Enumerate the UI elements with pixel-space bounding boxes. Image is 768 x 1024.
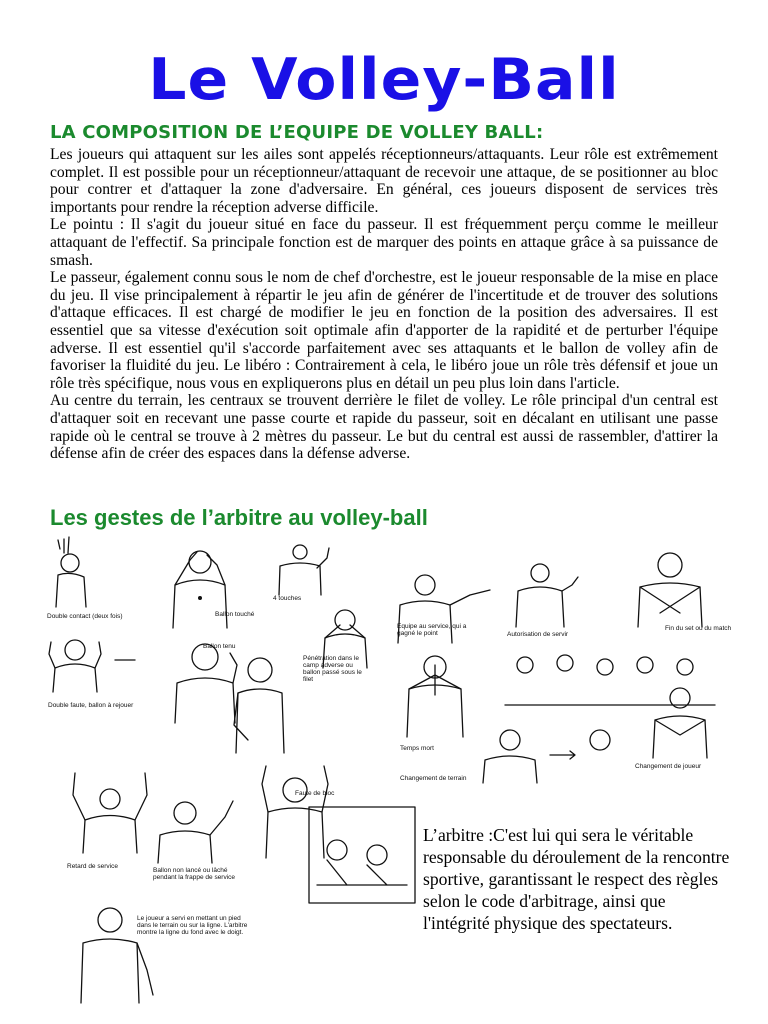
caption-double-faute: Double faute, ballon à rejouer — [48, 702, 134, 709]
paragraph-centraux: Au centre du terrain, les centraux se trouvent derrière le filet de volley. Le rôle principal d'un central est d'attaquer soit en recevant une passe courte et rapide du passeur, soit en décalant en utilisant une passe rapide où le central se trouve à 2 mètres du passeur. Le but du central est aussi de rassembler, d'attirer la défense afin de créer des espaces dans la défense adverse. — [50, 392, 718, 463]
caption-autorisation-service: Autorisation de servir — [507, 631, 569, 638]
referee-changement-joueur-drawing — [635, 680, 725, 760]
caption-quatre-touches: 4 touches — [273, 595, 302, 602]
caption-fin-set: Fin du set ou du match — [665, 625, 732, 632]
caption-ballon-tenu: Ballon tenu — [203, 643, 236, 650]
caption-double-contact: Double contact (deux fois) — [47, 613, 123, 620]
referee-penetration-drawing — [230, 645, 295, 755]
referee-joueur-servi-drawing — [65, 895, 165, 1005]
referee-temps-mort-drawing — [395, 645, 480, 740]
referee-retard-service-drawing — [65, 765, 155, 855]
caption-equipe-service: Equipe au service, qui a gagné le point — [397, 623, 467, 637]
referee-quatre-touches-drawing — [265, 540, 335, 600]
section-heading-composition: LA COMPOSITION DE L’EQUIPE DE VOLLEY BALL: — [50, 122, 544, 143]
referee-fin-set-drawing — [625, 545, 715, 630]
paragraph-pointu: Le pointu : Il s'agit du joueur situé en face du passeur. Il est fréquemment perçu comme le meilleur attaquant de l'effectif. Sa principale fonction est de marquer des points en attaque grâce à sa puissance de smash. — [50, 216, 718, 269]
referee-ballon-non-lance-drawing — [145, 795, 245, 865]
paragraph-passeur: Le passeur, également connu sous le nom de chef d'orchestre, est le joueur responsable de la mise en place du jeu. Il vise principalement à répartir le jeu afin de générer de l'incertitude et de trouver des solutions d'attaque efficaces. Il est chargé de modifier le jeu en fonction de la position des adversaires. Il est essentiel que sa vitesse d'exécution soit optimale afin d'apporter de la rapidité et de perturber l'équipe adverse. Il est essentiel qu'il s'accorde parfaitement avec ses attaquants et le ballon de volley afin de favoriser la fluidité du jeu. Le libéro : Contrairement à cela, le libéro joue un rôle très défensif et joue un rôle très spécifique, nous vous en expliquerons plus en détail un peu plus loin dans l'article. — [50, 269, 718, 392]
referee-double-faute-drawing — [45, 630, 145, 695]
referee-double-contact-drawing — [50, 535, 130, 610]
page-title: Le Volley-Ball — [148, 46, 620, 114]
caption-penetration: Pénétration dans le camp adverse ou ballon passé sous le filet — [303, 655, 362, 683]
section-heading-gestes: Les gestes de l’arbitre au volley-ball — [50, 505, 428, 530]
caption-ballon-non-lance: Ballon non lancé ou lâché pendant la frappe de service — [153, 867, 236, 881]
caption-joueur-servi: Le joueur a servi en mettant un pied dans le terrain ou sur la ligne. L'arbitre montre la ligne du fond avec le doigt. — [137, 915, 248, 936]
referee-changement-terrain-drawing — [475, 725, 625, 785]
caption-faute-bloc: Faute de bloc — [295, 790, 335, 797]
caption-retard-service: Retard de service — [67, 863, 118, 870]
caption-changement-terrain: Changement de terrain — [400, 775, 467, 782]
caption-changement-joueur: Changement de joueur — [635, 763, 702, 770]
arbitre-description: L’arbitre :C'est lui qui sera le véritable responsable du déroulement de la rencontre sportive, garantissant le respect des règles selon le code d'arbitrage, ainsi que l'intégrité physique des spectateurs. — [423, 825, 730, 933]
composition-text — [50, 146, 718, 463]
cartoon-players-drawing — [307, 805, 417, 905]
referee-autorisation-service-drawing — [500, 555, 580, 630]
referee-gestures-illustration — [45, 535, 735, 1015]
paragraph-receptionneurs: Les joueurs qui attaquent sur les ailes sont appelés réceptionneurs/attaquants. Leur rôle est extrêmement complet. Il est possible pour un réceptionneur/attaquant de recevoir une attaque, de se positionner au bloc pour contrer et d'attaquer la zone d'adversaire. En général, ces joueurs disposent de services très importants pour rendre la réception adverse difficile. — [50, 146, 718, 216]
caption-ballon-touche: Ballon touché — [215, 611, 255, 618]
caption-temps-mort: Temps mort — [400, 745, 434, 752]
